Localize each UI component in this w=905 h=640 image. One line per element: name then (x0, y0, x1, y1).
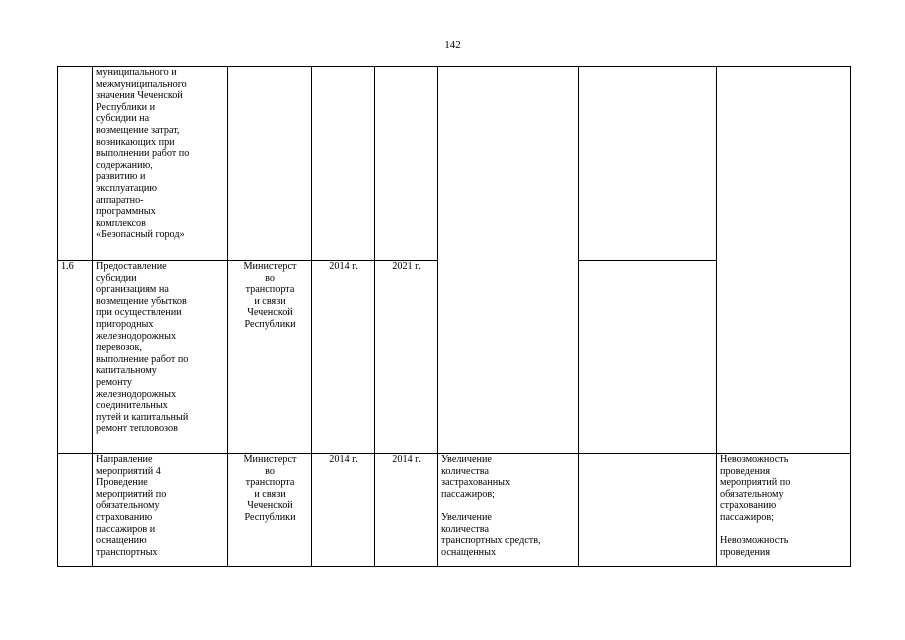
row-number-cell (58, 67, 93, 261)
col7-cell (579, 67, 717, 261)
end-date-cell (375, 67, 438, 261)
activity-name-cell: муниципального и межмуниципального значения Чеченской Республики и субсидии на возмещение затрат, возникающих при выполнении работ по содержанию, развитию и эксплуатацию аппаратно- программных комплексов «Безопасный город» (93, 67, 228, 261)
row-number-cell: 1.6 (58, 261, 93, 454)
start-date-cell: 2014 г. (312, 454, 375, 567)
start-date-cell: 2014 г. (312, 261, 375, 454)
executor-cell: Министерст во транспорта и связи Чеченской Республики (228, 261, 312, 454)
row-number-cell (58, 454, 93, 567)
start-date-cell (312, 67, 375, 261)
table-row (58, 454, 851, 567)
activity-name-cell: Предоставление субсидии организациям на возмещение убытков при осуществлении пригородных железнодорожных перевозок, выполнение работ по капитальному ремонту железнодорожных соединительных путей и капитальный ремонт тепловозов (93, 261, 228, 454)
expected-result-cell (438, 67, 579, 454)
consequence-cell (717, 67, 851, 454)
end-date-cell: 2021 г. (375, 261, 438, 454)
expected-result-cell: Увеличение количества застрахованных пассажиров; Увеличение количества транспортных средств, оснащенных (438, 454, 579, 567)
page-number: 142 (444, 39, 461, 51)
table-row (58, 67, 851, 261)
consequence-cell: Невозможность проведения мероприятий по обязательному страхованию пассажиров; Невозможность проведения (717, 454, 851, 567)
executor-cell (228, 67, 312, 261)
col7-cell (579, 454, 717, 567)
end-date-cell: 2014 г. (375, 454, 438, 567)
executor-cell: Министерст во транспорта и связи Чеченской Республики (228, 454, 312, 567)
col7-cell (579, 261, 717, 454)
activity-name-cell: Направление мероприятий 4 Проведение мероприятий по обязательному страхованию пассажиров и оснащению транспортных (93, 454, 228, 567)
program-activities-table (57, 66, 851, 567)
